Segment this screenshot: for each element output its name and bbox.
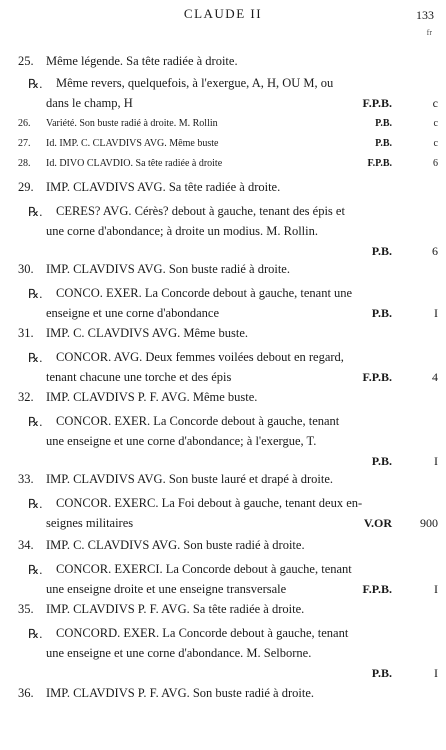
entry-text-line: CONCO. EXER. La Concorde debout à gauche, tenant une xyxy=(56,286,353,300)
entry-text-line: Id. DIVO CLAVDIO. Sa tête radiée à droite xyxy=(46,158,223,169)
size-abbreviation: P.B. xyxy=(371,454,392,468)
entry-number: ℞. xyxy=(28,563,43,577)
size-abbreviation: V.OR xyxy=(363,516,392,530)
entry-text-line: IMP. CLAVDIVS P. F. AVG. Sa tête radiée à droite. xyxy=(46,602,305,616)
entry-text-line: CONCOR. EXER. La Concorde debout à gauche, tenant xyxy=(56,414,340,428)
entry-number: 27. xyxy=(18,138,31,149)
rarity-value: 900 xyxy=(420,516,438,530)
entry-number: 26. xyxy=(18,118,31,129)
entry-number: ℞. xyxy=(28,77,43,91)
entry-text-line: enseigne et une corne d'abondance xyxy=(46,306,220,320)
entry-number: 25. xyxy=(18,54,34,68)
entry-text-line: dans le champ, H xyxy=(46,96,133,110)
entry-number: 29. xyxy=(18,180,34,194)
entry-text-line: Id. IMP. C. CLAVDIVS AVG. Même buste xyxy=(46,138,219,149)
entry-number: 32. xyxy=(18,390,34,404)
entry-text-line: IMP. CLAVDIVS P. F. AVG. Son buste radié à droite. xyxy=(46,686,314,700)
page-number: 133 xyxy=(416,8,434,22)
size-abbreviation: P.B. xyxy=(371,244,392,258)
entry-number: 31. xyxy=(18,326,34,340)
entry-text-line: une enseigne droite et une enseigne transversale xyxy=(46,582,287,596)
rarity-value: 6 xyxy=(432,244,438,258)
entry-text-line: IMP. CLAVDIVS AVG. Sa tête radiée à droite. xyxy=(46,180,281,194)
entry-text-line: CONCOR. EXERC. La Foi debout à gauche, tenant deux en- xyxy=(56,496,363,510)
page-sub-mark: fr xyxy=(426,28,432,37)
entry-text-line: IMP. C. CLAVDIVS AVG. Même buste. xyxy=(46,326,248,340)
entry-text-line: une enseigne et une corne d'abondance; à l'exergue, T. xyxy=(46,434,317,448)
entry-text-line: IMP. CLAVDIVS AVG. Son buste radié à droite. xyxy=(46,262,290,276)
size-abbreviation: F.P.B. xyxy=(367,158,392,169)
entry-number: ℞. xyxy=(28,287,43,301)
entry-text-line: Même revers, quelquefois, à l'exergue, A, H, OU M, ou xyxy=(56,76,334,90)
entry-number: ℞. xyxy=(28,415,43,429)
entry-number: 35. xyxy=(18,602,34,616)
entry-text-line: IMP. CLAVDIVS AVG. Son buste lauré et drapé à droite. xyxy=(46,472,334,486)
entry-text-line: Variété. Son buste radié à droite. M. Rollin xyxy=(46,118,218,129)
rarity-value: c xyxy=(433,118,438,129)
entry-number: 36. xyxy=(18,686,34,700)
rarity-value: c xyxy=(432,96,438,110)
rarity-value: 4 xyxy=(432,370,438,384)
entry-number: ℞. xyxy=(28,627,43,641)
entry-text-line: seignes militaires xyxy=(46,516,134,530)
entry-text-line: tenant chacune une torche et des épis xyxy=(46,370,232,384)
size-abbreviation: F.P.B. xyxy=(362,370,392,384)
entry-text-line: Même légende. Sa tête radiée à droite. xyxy=(46,54,238,68)
entry-text-line: IMP. CLAVDIVS P. F. AVG. Même buste. xyxy=(46,390,258,404)
size-abbreviation: P.B. xyxy=(371,666,392,680)
size-abbreviation: F.P.B. xyxy=(362,96,392,110)
size-abbreviation: P.B. xyxy=(371,306,392,320)
entry-number: 28. xyxy=(18,158,31,169)
entry-number: 30. xyxy=(18,262,34,276)
entry-number: 34. xyxy=(18,538,34,552)
entry-text-line: CONCOR. AVG. Deux femmes voilées debout en regard, xyxy=(56,350,344,364)
entry-number: ℞. xyxy=(28,351,43,365)
entry-text-line: une corne d'abondance; à droite un modius. M. Rollin. xyxy=(46,224,318,238)
entry-text-line: CONCORD. EXER. La Concorde debout à gauche, tenant xyxy=(56,626,349,640)
entry-number: ℞. xyxy=(28,497,43,511)
entry-text-line: IMP. C. CLAVDIVS AVG. Son buste radié à droite. xyxy=(46,538,305,552)
page-header xyxy=(0,2,446,42)
size-abbreviation: F.P.B. xyxy=(362,582,392,596)
entry-text-line: CONCOR. EXERCI. La Concorde debout à gauche, tenant xyxy=(56,562,352,576)
rarity-value: I xyxy=(434,666,438,680)
rarity-value: I xyxy=(434,582,438,596)
size-abbreviation: P.B. xyxy=(375,138,392,149)
rarity-value: I xyxy=(434,454,438,468)
rarity-value: 6 xyxy=(433,158,438,169)
entry-number: ℞. xyxy=(28,205,43,219)
entry-number: 33. xyxy=(18,472,34,486)
entry-text-line: une enseigne et une corne d'abondance. M. Selborne. xyxy=(46,646,312,660)
entry-text-line: CERES? AVG. Cérès? debout à gauche, tenant des épis et xyxy=(56,204,345,218)
rarity-value: I xyxy=(434,306,438,320)
running-title: CLAUDE II xyxy=(183,6,263,21)
rarity-value: c xyxy=(433,138,438,149)
size-abbreviation: P.B. xyxy=(375,118,392,129)
